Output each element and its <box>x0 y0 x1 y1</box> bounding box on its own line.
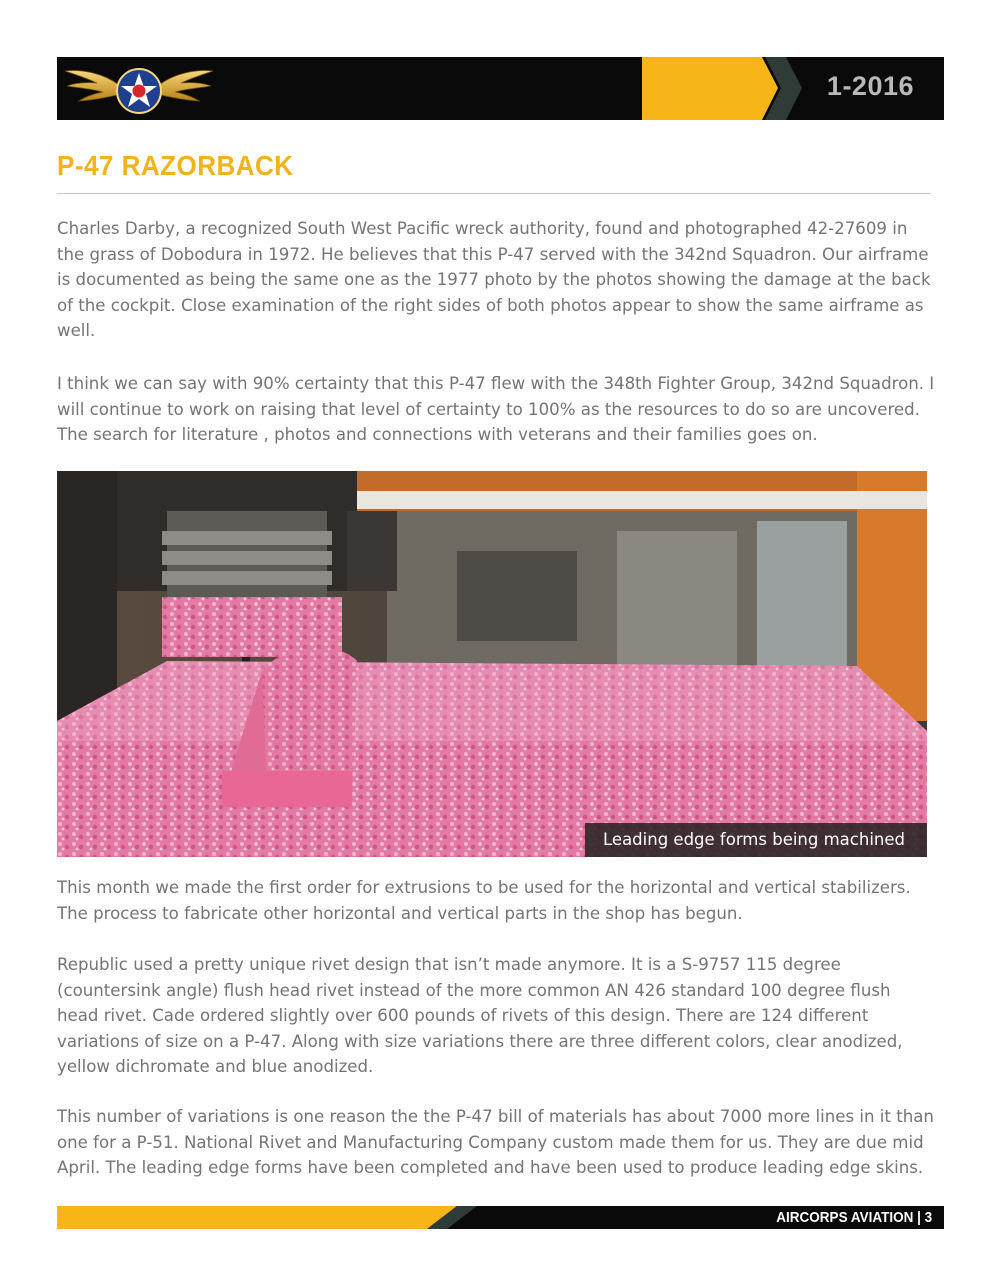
paragraph-4: Republic used a pretty unique rivet design that isn’t made anymore. It is a S-9757 115 degree (countersink angle) flush head rivet instead of the more common AN 426 standard 100 degree flush head rivet. Cade ordered slightly over 600 pounds of rivets of this design. There are 124 different variations of size on a P-47. Along with size variations there are three different colors, clear anodized, yellow dichromate and blue anodized. <box>57 955 903 1077</box>
machining-photo-illustration <box>57 471 927 857</box>
paragraph-5: This number of variations is one reason the the P-47 bill of materials has about 7000 more lines in it than one for a P-51. National Rivet and Manufacturing Company custom made them for us. They are due mid April. The leading edge forms have been completed and have been used to produce leading edge skins. <box>57 1107 934 1178</box>
article-photo <box>57 471 927 857</box>
footer-bar <box>57 1206 944 1229</box>
header-bar <box>57 57 944 120</box>
footer-publication-page: AIRCORPS AVIATION | 3 <box>776 1209 932 1226</box>
title-divider <box>57 193 931 194</box>
winged-star-roundel-icon <box>63 61 215 117</box>
paragraph-2: I think we can say with 90% certainty that this P-47 flew with the 348th Fighter Group, 342nd Squadron. I will continue to work on raising that level of certainty to 100% as the resources to do so are uncovered. The search for literature , photos and connections with veterans and their families goes on. <box>57 374 935 445</box>
paragraph-1: Charles Darby, a recognized South West Pacific wreck authority, found and photographed 42-27609 in the grass of Dobodura in 1972. He believes that this P-47 served with the 342nd Squadron. Our airframe is documented as being the same one as the 1977 photo by the photos showing the damage at the back of the cockpit. Close examination of the right sides of both photos appear to show the same airframe as well. <box>57 219 931 341</box>
paragraph-3: This month we made the first order for extrusions to be used for the horizontal and vertical stabilizers. The process to fabricate other horizontal and vertical parts in the shop has begun. <box>57 878 911 923</box>
issue-number: 1-2016 <box>826 71 914 101</box>
article-title: P-47 RAZORBACK <box>57 150 294 181</box>
photo-caption: Leading edge forms being machined <box>585 823 927 857</box>
